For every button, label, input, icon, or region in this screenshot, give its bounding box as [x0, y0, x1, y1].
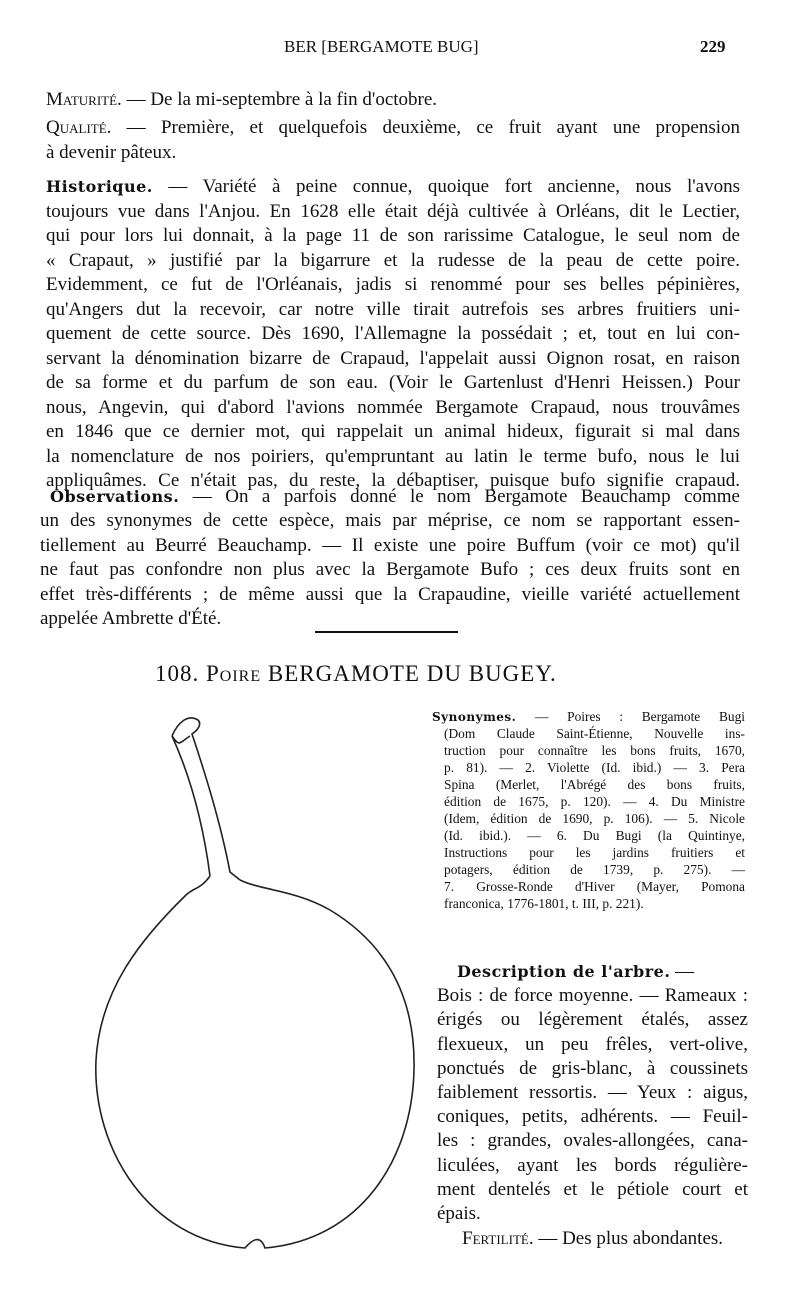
- observations-text: effet très-différents ; de même aussi que la Crapaudine, vieille variété actuellement: [40, 583, 740, 605]
- observations-label: Observations.: [50, 487, 180, 506]
- description-line: [437, 985, 748, 1007]
- observations-line: [40, 535, 740, 557]
- description-text: flexueux, un peu frêles, vert-olive,: [437, 1033, 748, 1055]
- historique-text: de sa forme et du parfum de son eau. (Voir le Gartenlust d'Henri Heissen.) Pour: [46, 372, 740, 393]
- description-line: [437, 1034, 748, 1056]
- observations-line: [40, 584, 740, 606]
- maturite-label: Maturité.: [46, 89, 122, 110]
- fertilite-text: — Des plus abondantes.: [533, 1228, 724, 1249]
- synonymes-text: — Poires : Bergamote Bugi: [516, 709, 745, 724]
- description-line: [437, 1058, 748, 1080]
- synonymes-text: truction pour connaître les bons fruits, 1670,: [444, 743, 745, 758]
- observations-text: un des synonymes de cette espèce, mais par méprise, ce nom se rapportant essen-: [40, 510, 740, 532]
- observations-line: [40, 510, 740, 532]
- historique-text: « Crapaut, » justifié par la bigarrure et la rudesse de la peau de cette poire.: [46, 249, 740, 271]
- description-label: Description de l'arbre.: [457, 962, 671, 981]
- variety-title: [155, 660, 557, 688]
- synonymes-text: (Id. ibid.). — 6. Du Bugi (la Quintinye,: [444, 828, 745, 843]
- historique-line: [46, 421, 740, 443]
- description-line: [437, 1082, 748, 1104]
- synonymes-text: p. 81). — 2. Violette (Id. ibid.) — 3. Pera: [444, 760, 745, 775]
- pear-illustration: [80, 700, 430, 1270]
- historique-text: en 1846 que ce dernier mot, qui rappelait un animal hideux, figurait si mal dans: [46, 421, 740, 442]
- observations-line: [50, 486, 740, 508]
- observations-text: ne faut pas confondre non plus avec la Bergamote Bufo ; ces deux fruits sont en: [40, 559, 740, 581]
- observations-text: appelée Ambrette d'Été.: [40, 608, 222, 629]
- historique-text: la nomenclature de nos poiriers, qu'empruntant au latin le terme bufo, nous le lui: [46, 445, 740, 467]
- historique-text: servant la dénomination bizarre de Crapaud, l'appelait aussi Oignon rosat, en raison: [46, 347, 740, 369]
- historique-line: [46, 225, 740, 247]
- description-text: ponctués de gris-blanc, à coussinets: [437, 1057, 748, 1079]
- observations-line: [40, 608, 740, 630]
- maturite-line: [46, 89, 437, 111]
- title-prefix: Poire: [206, 661, 262, 686]
- historique-text: qu'Angers dut la recevoir, car notre ville tirait autrefois ses arbres fruitiers uni-: [46, 298, 740, 320]
- historique-text: nous, Angevin, qui d'abord l'avions nommée Bergamote Crapaud, nous trouvâmes: [46, 396, 740, 418]
- historique-line: [46, 348, 740, 370]
- qualite-line: [46, 117, 740, 139]
- synonymes-line: [444, 743, 745, 759]
- maturite-text: — De la mi-septembre à la fin d'octobre.: [121, 89, 438, 110]
- synonymes-text: édition de 1675, p. 120). — 4. Du Ministre: [444, 794, 745, 809]
- historique-text: appliquâmes. Ce n'était pas, du reste, la débaptiser, puisque bufo signifie crapaud.: [46, 470, 740, 491]
- synonymes-line: [444, 726, 745, 742]
- description-line: [437, 1203, 748, 1225]
- synonymes-line: [444, 879, 745, 895]
- synonymes-text: Spina (Merlet, l'Abrégé des bons fruits,: [444, 777, 745, 792]
- historique-line: [46, 201, 740, 223]
- synonymes-line: [444, 845, 745, 861]
- description-text: coniques, petits, adhérents. — Feuil-: [437, 1106, 748, 1128]
- description-line: [437, 1009, 748, 1031]
- description-text: ment dentelés et le pétiole court et: [437, 1178, 748, 1200]
- historique-text: — Variété à peine connue, quoique fort ancienne, nous l'avons: [152, 176, 740, 197]
- fertilite-label: Fertilité.: [462, 1228, 534, 1249]
- description-line: [457, 961, 748, 983]
- description-text: Bois : de force moyenne. — Rameaux :: [437, 985, 748, 1007]
- synonymes-text: franconica, 1776-1801, t. III, p. 221).: [444, 896, 644, 911]
- section-divider: [315, 631, 458, 633]
- synonymes-text: Instructions pour les jardins fruitiers et: [444, 845, 745, 860]
- synonymes-line: [444, 760, 745, 776]
- synonymes-line: [444, 811, 745, 827]
- qualite-text: à devenir pâteux.: [46, 142, 177, 163]
- observations-text: tiellement au Beurré Beauchamp. — Il existe une poire Buffum (voir ce mot) qu'il: [40, 534, 740, 556]
- synonymes-text: (Idem, édition de 1690, p. 106). — 5. Nicole: [444, 811, 745, 826]
- title-name: BERGAMOTE DU BUGEY.: [267, 661, 557, 686]
- description-line: [437, 1179, 748, 1201]
- qualite-label: Qualité.: [46, 117, 112, 138]
- synonymes-label: Synonymes.: [432, 710, 517, 724]
- historique-line: [46, 176, 740, 198]
- synonymes-text: (Dom Claude Saint-Étienne, Nouvelle ins-: [444, 726, 745, 741]
- synonymes-line: [444, 828, 745, 844]
- description-text: érigés ou légèrement étalés, assez: [437, 1009, 748, 1031]
- description-text: —: [670, 961, 695, 982]
- historique-line: [46, 323, 740, 345]
- qualite-text: — Première, et quelquefois deuxième, ce fruit ayant une propension: [111, 117, 740, 138]
- description-text: liculées, ayant les bords régulière-: [437, 1154, 748, 1176]
- synonymes-line: [432, 709, 745, 725]
- observations-line: [40, 559, 740, 581]
- synonymes-line: [444, 777, 745, 793]
- description-line: [437, 1130, 748, 1152]
- historique-text: qui pour lors lui donnait, à la page 11 de son rarissime Catalogue, le seul nom de: [46, 225, 740, 246]
- historique-line: [46, 250, 740, 272]
- historique-line: [46, 446, 740, 468]
- historique-text: toujours vue dans l'Anjou. En 1628 elle était déjà cultivée à Orléans, dit le Lectier,: [46, 200, 740, 222]
- synonymes-line: [444, 896, 745, 912]
- description-text: les : grandes, ovales-allongées, cana-: [437, 1130, 748, 1152]
- title-number: 108.: [155, 661, 200, 686]
- historique-line: [46, 299, 740, 321]
- observations-text: — On a parfois donné le nom Bergamote Beauchamp comme: [179, 486, 740, 507]
- historique-line: [46, 274, 740, 296]
- page-number: 229: [700, 37, 726, 56]
- synonymes-line: [444, 862, 745, 878]
- historique-line: [46, 397, 740, 419]
- synonymes-line: [444, 794, 745, 810]
- historique-text: quement de cette source. Dès 1690, l'Allemagne la possédait ; et, tout en lui con-: [46, 323, 740, 344]
- description-text: faiblement ressortis. — Yeux : aigus,: [437, 1082, 748, 1103]
- description-line: [437, 1155, 748, 1177]
- historique-text: Evidemment, ce fut de l'Orléanais, jadis si renommé pour ses belles pépinières,: [46, 274, 740, 295]
- synonymes-text: 7. Grosse-Ronde d'Hiver (Mayer, Pomona: [444, 879, 745, 894]
- synonymes-text: potagers, édition de 1739, p. 275). —: [444, 862, 745, 877]
- running-title: BER [BERGAMOTE BUG]: [284, 37, 479, 56]
- historique-label: Historique.: [46, 177, 153, 196]
- description-text: épais.: [437, 1203, 481, 1224]
- historique-line: [46, 372, 740, 394]
- fertilite-line: [462, 1228, 723, 1250]
- description-line: [437, 1106, 748, 1128]
